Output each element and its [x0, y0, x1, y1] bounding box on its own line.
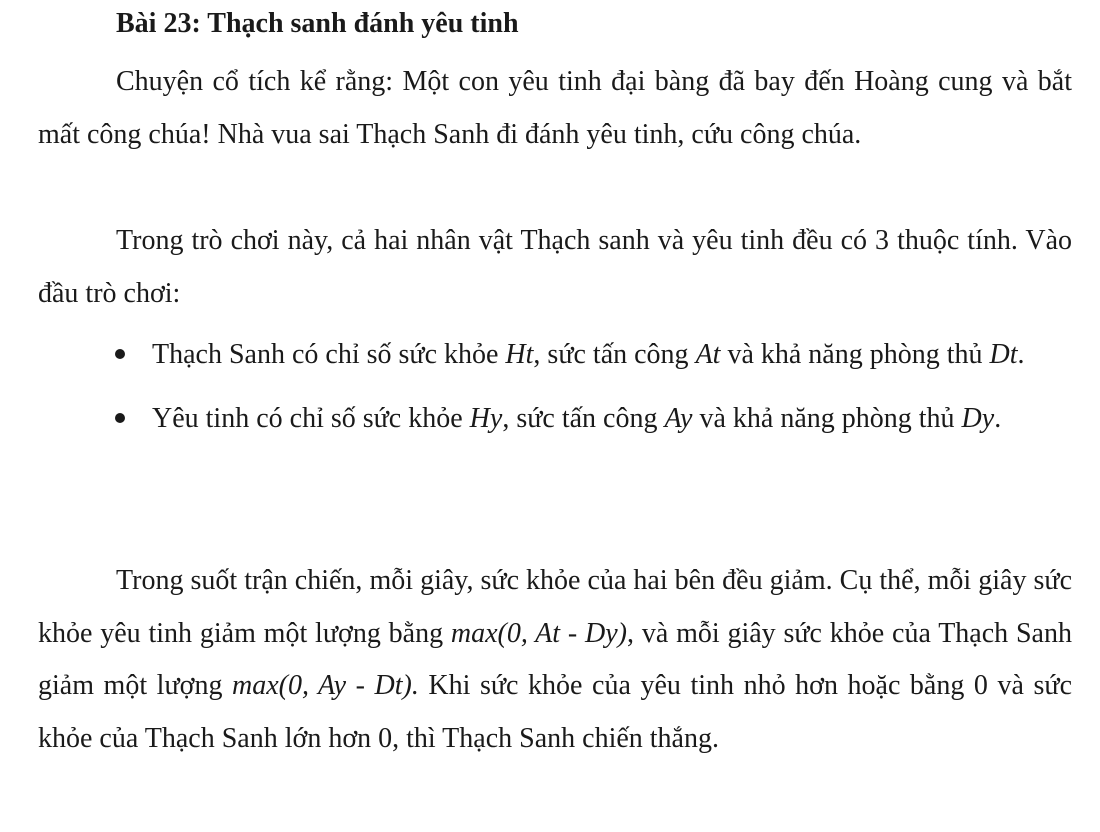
bullet-text: .	[994, 402, 1002, 434]
bullet-text: Yêu tinh có chỉ số sức khỏe	[152, 402, 470, 434]
rules-text: , và mỗi giây sức khỏe của Thạch Sanh giảm một lượng	[38, 617, 1072, 701]
bullet-text: và khả năng phòng thủ	[720, 339, 990, 370]
problem-title: Bài 23: Thạch sanh đánh yêu tinh	[116, 8, 519, 39]
variable-hy: Hy	[469, 402, 503, 434]
bullet-text: Thạch Sanh có chỉ số sức khỏe	[152, 339, 506, 370]
variable-at: At	[695, 339, 721, 370]
variable-dy: Dy	[961, 402, 995, 434]
bullet-text: , sức tấn công	[502, 402, 665, 434]
rules-text: Trong suốt trận chiến, mỗi giây, sức khỏe của hai bên đều giảm. Cụ thể, mỗi giây sức khỏe yêu tinh giảm một lượng bằng	[38, 565, 1072, 649]
attributes-list	[152, 329, 1072, 456]
variable-dt: Dt	[989, 339, 1018, 370]
bullet-text: .	[1017, 339, 1025, 370]
list-item-thach-sanh	[152, 329, 1072, 382]
attributes-intro-paragraph: Trong trò chơi này, cả hai nhân vật Thạch sanh và yêu tinh đều có 3 thuộc tính. Vào đầu trò chơi:	[38, 225, 1072, 309]
rules-text: Khi sức khỏe của yêu tinh nhỏ hơn hoặc bằng 0 và sức khỏe của Thạch Sanh lớn hơn 0, thì Thạch Sanh chiến thắng.	[38, 670, 1072, 754]
list-item-yeu-tinh	[152, 393, 1072, 446]
bullet-icon	[115, 349, 125, 359]
battle-rules-paragraph	[38, 555, 1072, 765]
story-paragraph: Chuyện cổ tích kể rằng: Một con yêu tinh đại bàng đã bay đến Hoàng cung và bắt mất công chúa! Nhà vua sai Thạch Sanh đi đánh yêu tinh, cứu công chúa.	[38, 66, 1072, 150]
bullet-icon	[115, 413, 125, 423]
variable-ay: Ay	[664, 402, 693, 434]
bullet-text: và khả năng phòng thủ	[692, 402, 962, 434]
bullet-text: , sức tấn công	[533, 339, 696, 370]
formula-thach-sanh-damage: max(0, Ay - Dt).	[232, 670, 419, 701]
formula-yeu-tinh-damage: max(0, At - Dy)	[450, 617, 627, 649]
variable-ht: Ht	[505, 339, 534, 370]
